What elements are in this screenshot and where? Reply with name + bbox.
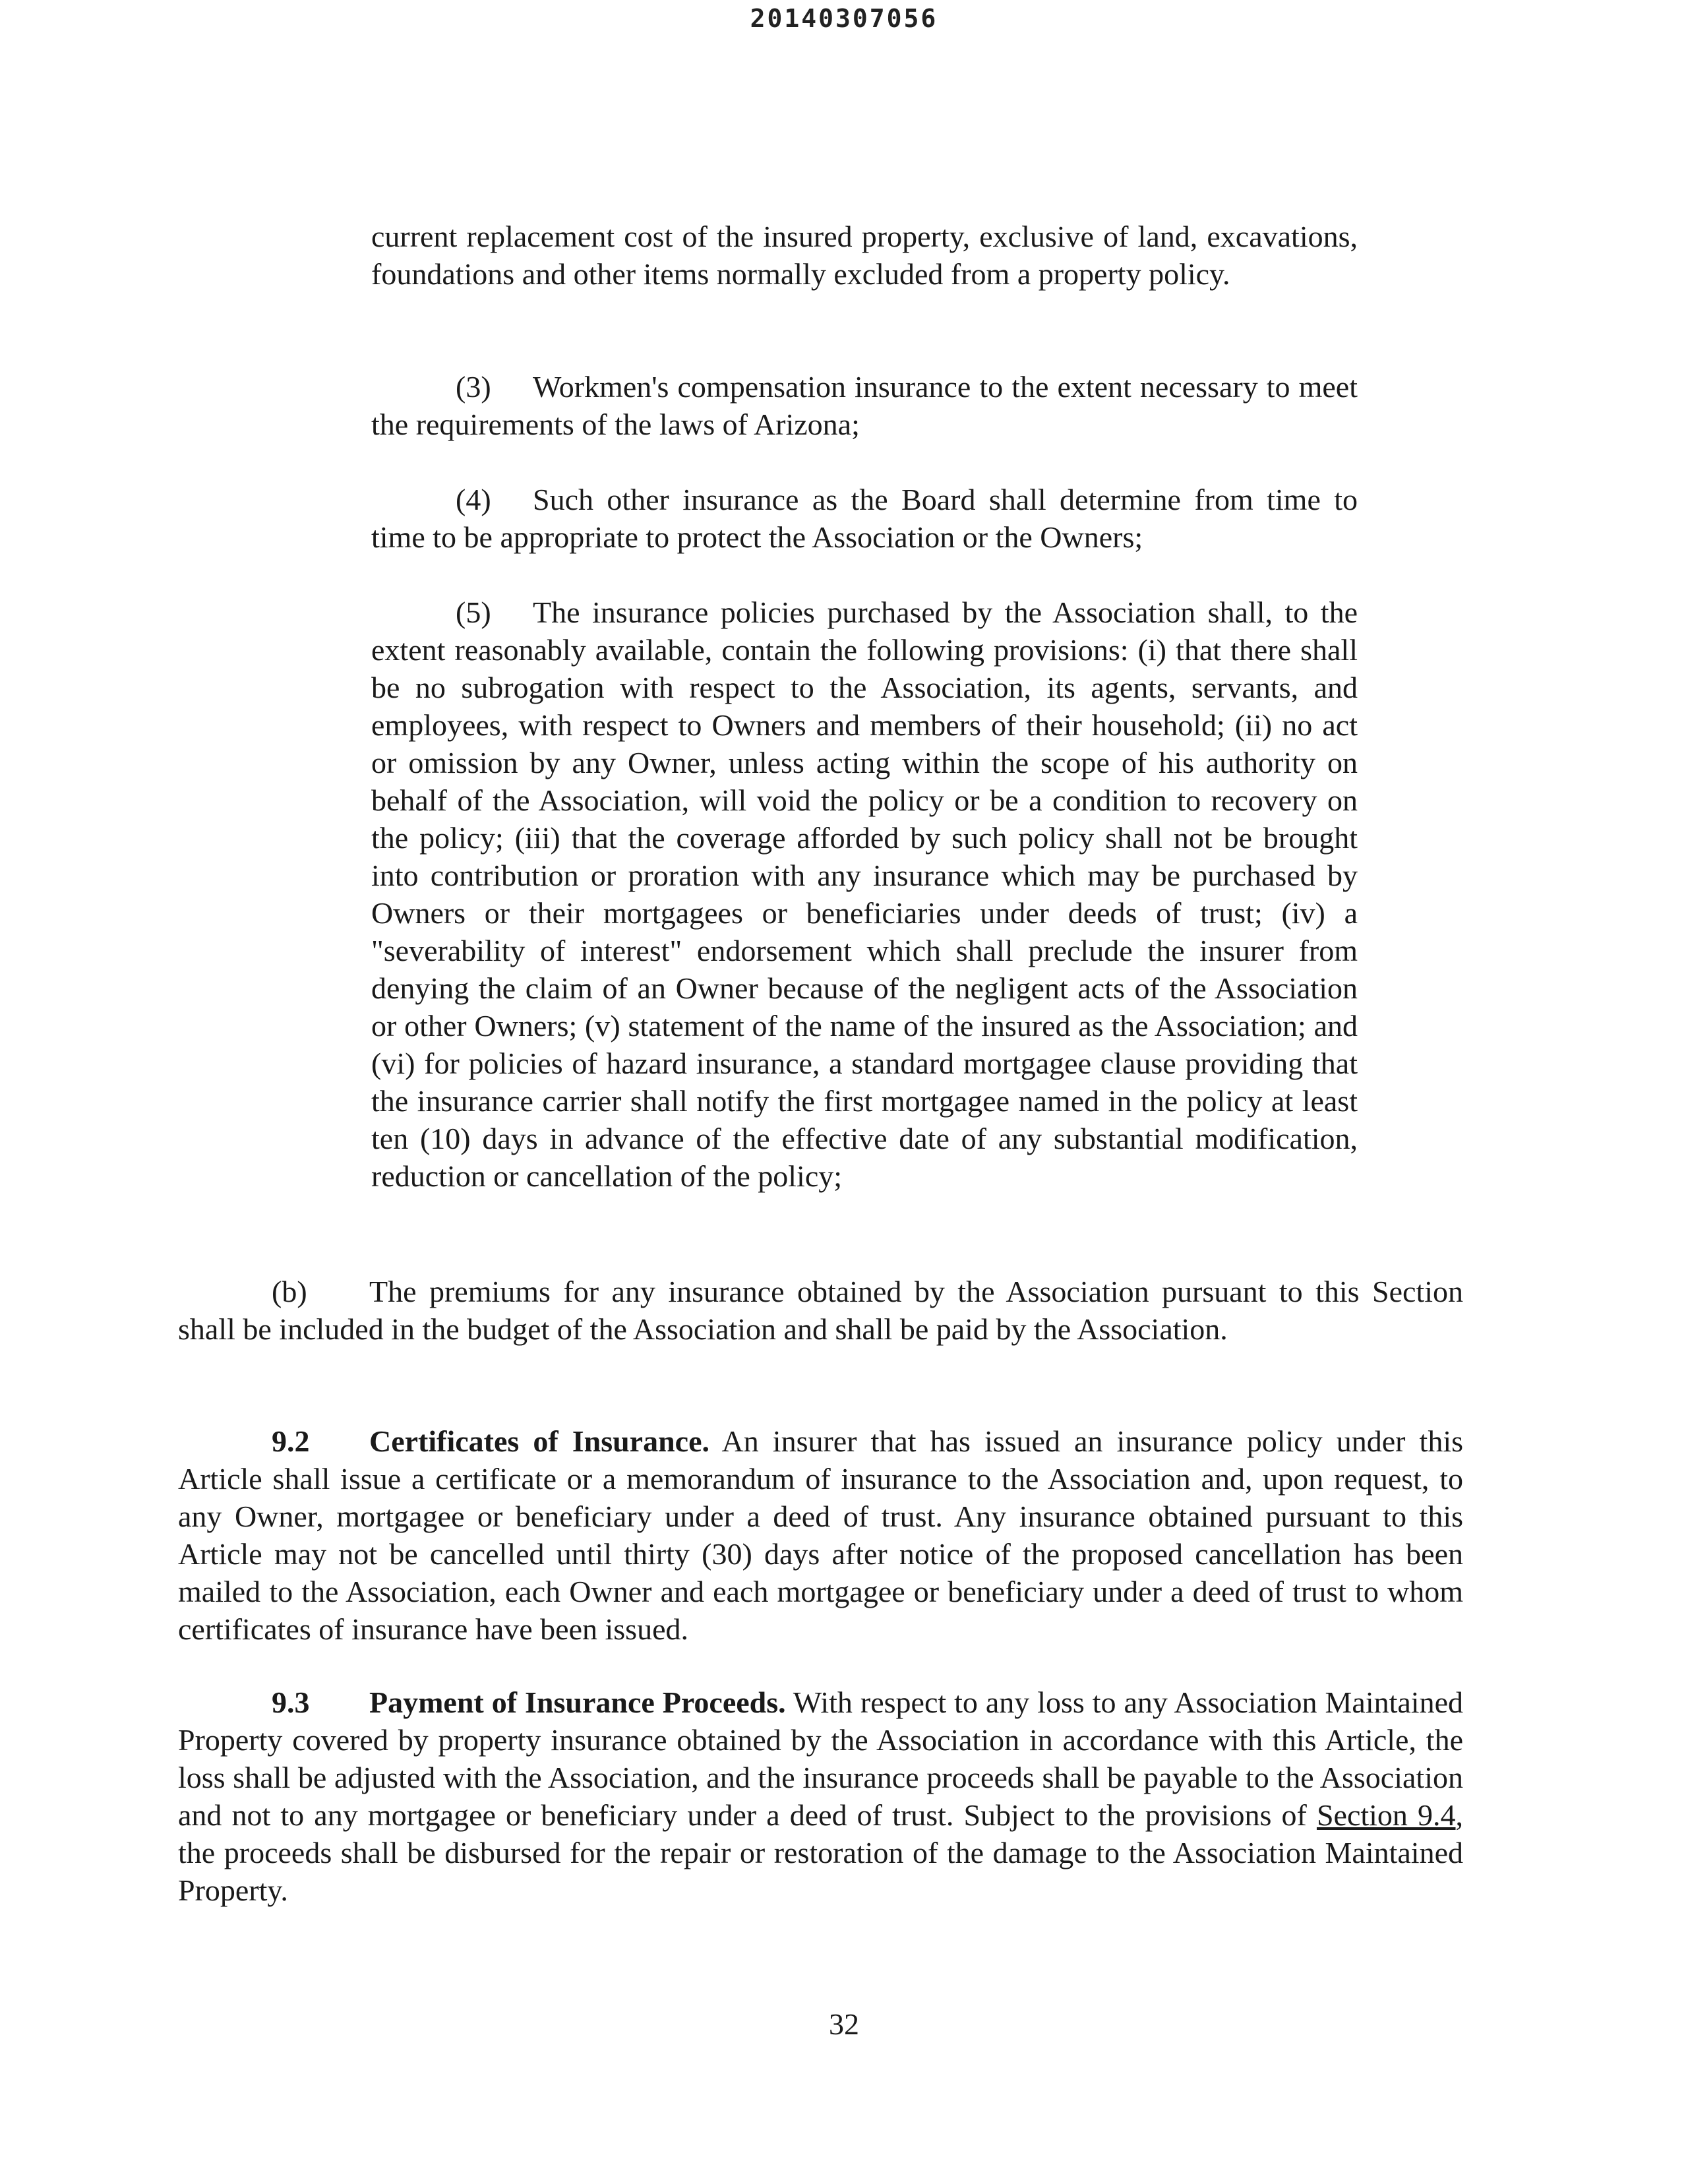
paragraph-b-text: The premiums for any insurance obtained by the Association pursuant to this Section shall be included in the budget of the Association and shall be paid by the Association. <box>178 1275 1463 1346</box>
paragraph-continuation: current replacement cost of the insured property, exclusive of land, excavations, foundations and other items normally excluded from a property policy. <box>371 220 1358 291</box>
paragraph-5-text: The insurance policies purchased by the Association shall, to the extent reasonably available, contain the following provisions: (i) that there shall be no subrogation with respect to the Association, its agents, servants, and employees, with respect to Owners and members of their household; (ii) no act or omission by any Owner, unless acting within the scope of his authority on behalf of the Association, will void the policy or be a condition to recovery on the policy; (iii) that the coverage afforded by such policy shall not be brought into contribution or proration with any insurance which may be purchased by Owners or their mortgagees or beneficiaries under deeds of trust; (iv) a "severability of interest" endorsement which shall preclude the insurer from denying the claim of an Owner because of the negligent acts of the Association or other Owners; (v) statement of the name of the insured as the Association; and (vi) for policies of hazard insurance, a standard mortgagee clause providing that the insurance carrier shall notify the first mortgagee named in the policy at least ten (10) days in advance of the effective date of any substantial modification, reduction or cancellation of the policy; <box>371 595 1358 1193</box>
paragraph-5-number: (5) <box>456 595 491 629</box>
paragraph-b-number: (b) <box>272 1275 307 1308</box>
section-9-2 <box>178 1422 1463 1648</box>
paragraph-4 <box>371 481 1358 556</box>
section-9-3-heading: Payment of Insurance Proceeds. <box>369 1685 786 1719</box>
section-9-2-number: 9.2 <box>272 1424 310 1458</box>
paragraph-5 <box>371 593 1358 1195</box>
section-9-2-heading: Certificates of Insurance. <box>369 1424 710 1458</box>
section-9-3-text-b: , the proceeds shall be disbursed for the repair or restoration of the damage to the Association Maintained Property. <box>178 1798 1464 1907</box>
page-number: 32 <box>829 2007 859 2041</box>
section-9-3 <box>178 1684 1463 1909</box>
section-9-3-text-a: With respect to any loss to any Association Maintained Property covered by property insurance obtained by the Association in accordance with this Article, the loss shall be adjusted with the Association, and the insurance proceeds shall be payable to the Association and not to any mortgagee or beneficiary under a deed of trust. Subject to the provisions of <box>178 1685 1463 1832</box>
paragraph-3-number: (3) <box>456 370 491 404</box>
paragraph-4-number: (4) <box>456 483 491 516</box>
section-9-3-number: 9.3 <box>272 1685 310 1719</box>
paragraph-4-text: Such other insurance as the Board shall determine from time to time to be appropriate to protect the Association or the Owners; <box>371 483 1358 554</box>
paragraph-3 <box>371 368 1358 443</box>
section-9-2-text: An insurer that has issued an insurance policy under this Article shall issue a certificate or a memorandum of insurance to the Association and, upon request, to any Owner, mortgagee or beneficiary under a deed of trust. Any insurance obtained pursuant to this Article may not be cancelled until thirty (30) days after notice of the proposed cancellation has been mailed to the Association, each Owner and each mortgagee or beneficiary under a deed of trust to whom certificates of insurance have been issued. <box>178 1424 1463 1646</box>
section-9-4-reference: Section 9.4 <box>1316 1798 1456 1832</box>
paragraph-3-text: Workmen's compensation insurance to the extent necessary to meet the requirements of the laws of Arizona; <box>371 370 1358 441</box>
document-number: 20140307056 <box>750 4 938 33</box>
paragraph-b <box>178 1273 1463 1348</box>
